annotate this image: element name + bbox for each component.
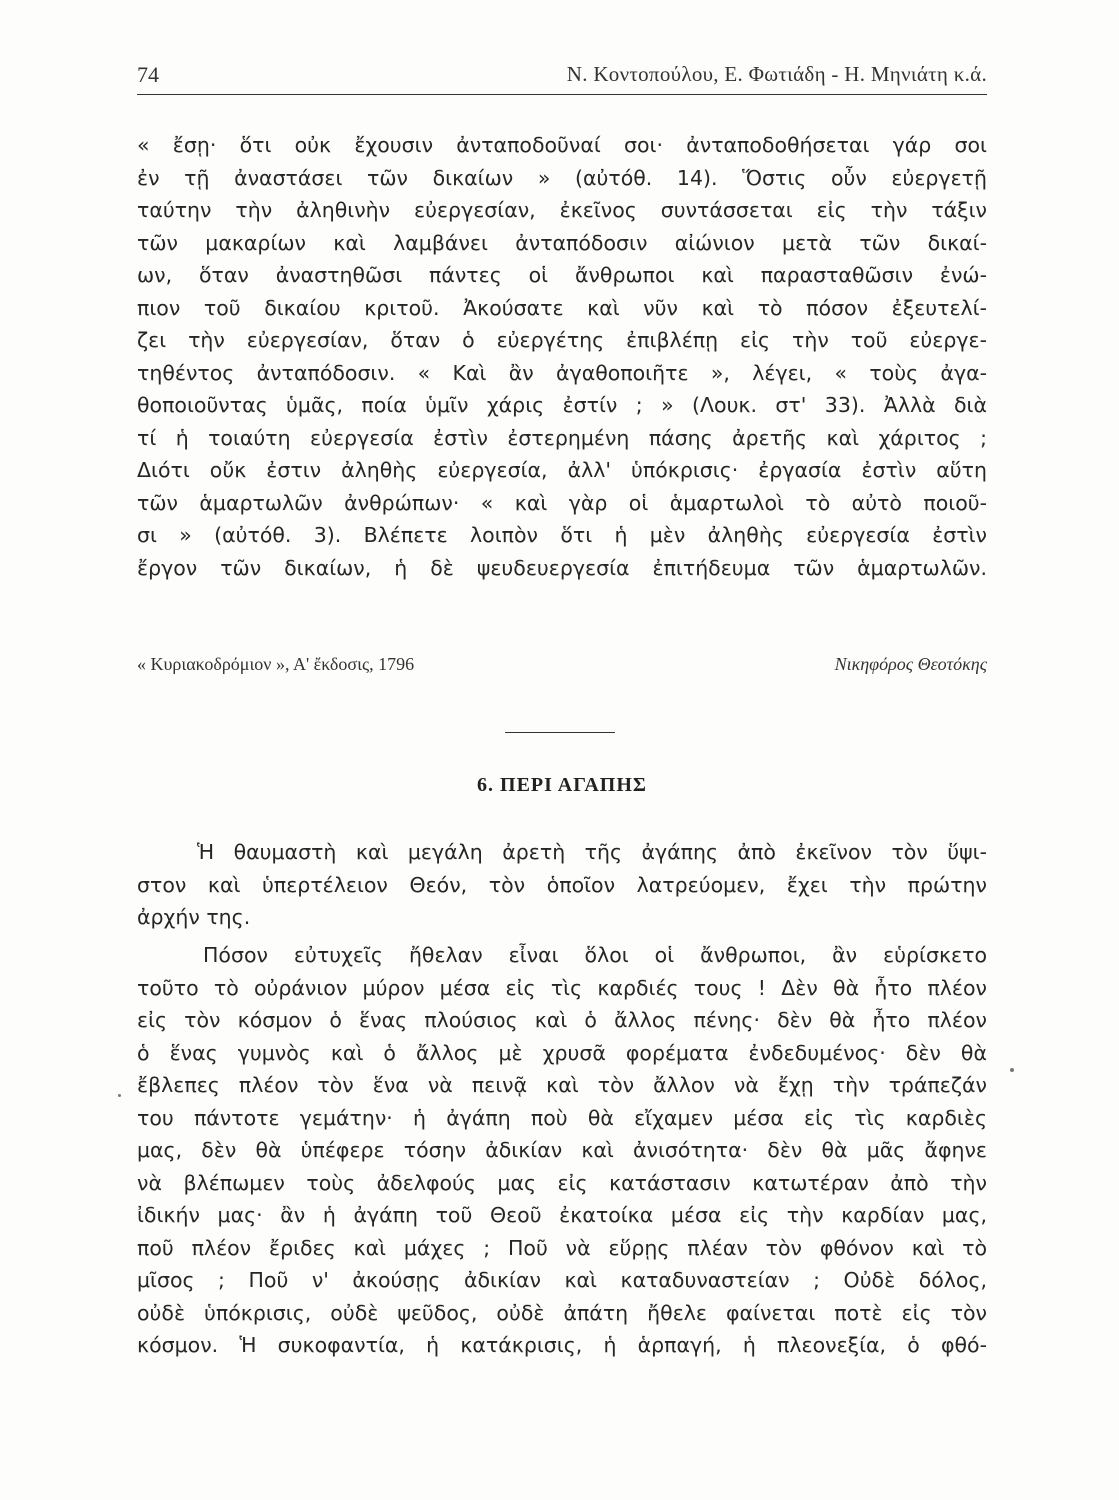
scan-speck [118, 1094, 121, 1097]
section-divider [505, 732, 615, 733]
passage-agape-intro [137, 836, 987, 934]
page-header [137, 58, 987, 95]
source-citation [137, 654, 987, 680]
text-line: του πάντοτε γεμάτην· ἡ ἀγάπη ποὺ θὰ εἴχαμεν μέσα εἰς τὶς καρδιὲς [137, 1105, 987, 1130]
text-line: νὰ βλέπωμεν τοὺς ἀδελφούς μας εἰς κατάστασιν κατωτέραν ἀπὸ τὴν [137, 1170, 987, 1195]
text-line: μῖσος ; Ποῦ ν' ἀκούσῃς ἀδικίαν καὶ καταδυναστείαν ; Οὐδὲ δόλος, [137, 1268, 987, 1292]
text-line: ἐν τῇ ἀναστάσει τῶν δικαίων » (αὐτόθ. 14). Ὅστις οὖν εὐεργετῇ [137, 165, 987, 190]
passage-euergesia [137, 129, 987, 584]
text-line: ταύτην τὴν ἀληθινὴν εὐεργεσίαν, ἐκεῖνος συντάσσεται εἰς τὴν τάξιν [137, 198, 987, 222]
scan-speck [1010, 1068, 1014, 1072]
passage-agape-main [137, 939, 987, 1362]
source-title: « Κυριακοδρόμιον », Α' ἔκδοσις, 1796 [137, 654, 415, 674]
text-line: εἰς τὸν κόσμον ὁ ἕνας πλούσιος καὶ ὁ ἄλλος πένης· δὲν θὰ ἦτο πλέον [137, 1008, 987, 1032]
running-head: Ν. Κοντοπούλου, Ε. Φωτιάδη - Η. Μηνιάτη κ.ά. [566, 62, 987, 86]
text-line: σι » (αὐτόθ. 3). Βλέπετε λοιπὸν ὅτι ἡ μὲν ἀληθὴς εὐεργεσία ἐστὶν [137, 523, 987, 547]
page-number: 74 [137, 62, 159, 87]
text-line: « ἔσῃ· ὅτι οὐκ ἔχουσιν ἀνταποδοῦναί σοι· ἀνταποδοθήσεται γάρ σοι [137, 133, 987, 157]
text-line: οὐδὲ ὑπόκρισις, οὐδὲ ψεῦδος, οὐδὲ ἀπάτη ἤθελε φαίνεται ποτὲ εἰς τὸν [137, 1300, 987, 1325]
source-author: Νικηφόρος Θεοτόκης [834, 654, 987, 674]
text-line: ζει τὴν εὐεργεσίαν, ὅταν ὁ εὐεργέτης ἐπιβλέπῃ εἰς τὴν τοῦ εὐεργε- [137, 328, 987, 352]
text-line: μας, δὲν θὰ ὑπέφερε τόσην ἀδικίαν καὶ ἀνισότητα· δὲν θὰ μᾶς ἄφηνε [137, 1138, 987, 1162]
text-line: ἰδικήν μας· ἂν ἡ ἀγάπη τοῦ Θεοῦ ἐκατοίκα μέσα εἰς τὴν καρδίαν μας, [137, 1203, 987, 1227]
text-line: τῶν ἁμαρτωλῶν ἀνθρώπων· « καὶ γὰρ οἱ ἁμαρτωλοὶ τὸ αὐτὸ ποιοῦ- [137, 490, 987, 515]
text-line: τί ἡ τοιαύτη εὐεργεσία ἐστὶν ἐστερημένη πάσης ἀρετῆς καὶ χάριτος ; [137, 425, 987, 450]
text-line: κόσμον. Ἡ συκοφαντία, ἡ κατάκρισις, ἡ ἁρπαγή, ἡ πλεονεξία, ὁ φθό- [137, 1333, 987, 1357]
text-line: τηθέντος ἀνταπόδοσιν. « Καὶ ἂν ἀγαθοποιῆτε », λέγει, « τοὺς ἀγα- [137, 360, 987, 385]
text-line: στον καὶ ὑπερτέλειον Θεόν, τὸν ὁποῖον λατρεύομεν, ἔχει τὴν πρώτην [137, 872, 987, 897]
text-line: Πόσον εὐτυχεῖς ἤθελαν εἶναι ὅλοι οἱ ἄνθρωποι, ἂν εὑρίσκετο [203, 943, 987, 967]
text-line: ποῦ πλέον ἔριδες καὶ μάχες ; Ποῦ νὰ εὕρῃς πλέαν τὸν φθόνον καὶ τὸ [137, 1235, 987, 1260]
text-line: θοποιοῦντας ὑμᾶς, ποία ὑμῖν χάρις ἐστίν ; » (Λουκ. στ' 33). Ἀλλὰ διὰ [137, 393, 987, 417]
text-line: ἔβλεπες πλέον τὸν ἕνα νὰ πεινᾷ καὶ τὸν ἄλλον νὰ ἔχῃ τὴν τράπεζάν [137, 1073, 987, 1097]
text-line: Ἡ θαυμαστὴ καὶ μεγάλη ἀρετὴ τῆς ἀγάπης ἀπὸ ἐκεῖνον τὸν ὕψι- [197, 840, 987, 864]
section-heading: 6. ΠΕΡΙ ΑΓΑΠΗΣ [477, 774, 647, 796]
text-line: ἔργον τῶν δικαίων, ἡ δὲ ψευδευεργεσία ἐπιτήδευμα τῶν ἁμαρτωλῶν. [137, 555, 987, 580]
text-line: τῶν μακαρίων καὶ λαμβάνει ἀνταπόδοσιν αἰώνιον μετὰ τῶν δικαί- [137, 230, 987, 255]
text-line: Διότι οὔκ ἐστιν ἀληθὴς εὐεργεσία, ἀλλ' ὑπόκρισις· ἐργασία ἐστὶν αὕτη [137, 458, 987, 482]
text-line: τοῦτο τὸ οὐράνιον μύρον μέσα εἰς τὶς καρδιές τους ! Δὲν θὰ ἦτο πλέον [137, 975, 987, 1000]
text-line: πιον τοῦ δικαίου κριτοῦ. Ἀκούσατε καὶ νῦν καὶ τὸ πόσον ἐξευτελί- [137, 295, 987, 320]
text-line: ὁ ἕνας γυμνὸς καὶ ὁ ἄλλος μὲ χρυσᾶ φορέματα ἐνδεδυμένος· δὲν θὰ [137, 1040, 987, 1065]
text-line: ων, ὅταν ἀναστηθῶσι πάντες οἱ ἄνθρωποι καὶ παρασταθῶσιν ἐνώ- [137, 263, 987, 287]
text-line: ἀρχήν της. [137, 905, 251, 929]
